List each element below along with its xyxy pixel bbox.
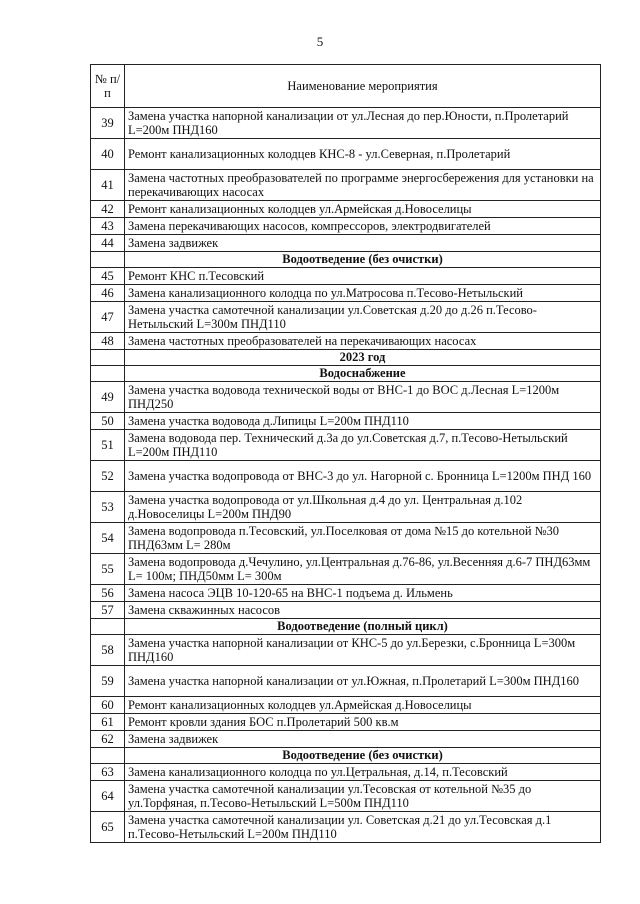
row-number: 40 [91,139,125,170]
section-row [91,350,601,366]
row-number: 61 [91,714,125,731]
table-row [91,602,601,619]
measure-name: Замена участка напорной канализации от КНС-5 до ул.Березки, с.Бронница L=300м ПНД160 [125,635,601,666]
measure-name: Замена участка водопровода от ВНС-3 до ул. Нагорной с. Бронница L=1200м ПНД 160 [125,461,601,492]
table-header-row [91,65,601,108]
table-row [91,523,601,554]
row-number: 62 [91,731,125,748]
measure-name: Замена участка водопровода от ул.Школьная д.4 до ул. Центральная д.102 д.Новоселицы L=200м ПНД90 [125,492,601,523]
row-number: 44 [91,235,125,252]
table-body [91,108,601,843]
table-row [91,635,601,666]
row-number: 49 [91,382,125,413]
row-number: 43 [91,218,125,235]
table-row [91,492,601,523]
table-row [91,235,601,252]
table-row [91,218,601,235]
row-number: 52 [91,461,125,492]
row-number: 58 [91,635,125,666]
measure-name: Замена частотных преобразователей на перекачивающих насосах [125,333,601,350]
row-number: 60 [91,697,125,714]
table-row [91,697,601,714]
section-title: Водоотведение (полный цикл) [125,619,601,635]
measure-name: Замена канализационного колодца по ул.Матросова п.Тесово-Нетыльский [125,285,601,302]
table-row [91,170,601,201]
measure-name: Замена задвижек [125,731,601,748]
page-number: 5 [316,34,324,49]
table-row [91,585,601,602]
measure-name: Замена насоса ЭЦВ 10-120-65 на ВНС-1 подъема д. Ильмень [125,585,601,602]
section-title: Водоотведение (без очистки) [125,252,601,268]
measure-name: Замена участка водовода д.Липицы L=200м ПНД110 [125,413,601,430]
row-number [91,252,125,268]
row-number: 57 [91,602,125,619]
row-number: 41 [91,170,125,201]
table-row [91,461,601,492]
table-row [91,714,601,731]
table-row [91,781,601,812]
row-number: 47 [91,302,125,333]
table-row [91,333,601,350]
measures-table [90,64,601,843]
measure-name: Замена участка водовода технической воды от ВНС-1 до ВОС д.Лесная L=1200м ПНД250 [125,382,601,413]
measure-name: Замена участка самотечной канализации ул. Советская д.21 до ул.Тесовская д.1 п.Тесово-Нетыльский L=200м ПНД110 [125,812,601,843]
row-number: 45 [91,268,125,285]
row-number: 55 [91,554,125,585]
measure-name: Замена участка самотечной канализации ул.Советская д.20 до д.26 п.Тесово-Нетыльский L=300м ПНД110 [125,302,601,333]
row-number: 53 [91,492,125,523]
row-number [91,619,125,635]
section-row [91,366,601,382]
measure-name: Ремонт канализационных колодцев ул.Армейская д.Новоселицы [125,697,601,714]
row-number: 50 [91,413,125,430]
measure-name: Замена участка самотечной канализации ул.Тесовская от котельной №35 до ул.Торфяная, п.Тесово-Нетыльский L=500м ПНД110 [125,781,601,812]
measure-name: Замена частотных преобразователей по программе энергосбережения для установки на перекачивающих насосах [125,170,601,201]
row-number: 56 [91,585,125,602]
section-row [91,748,601,764]
row-number: 48 [91,333,125,350]
measure-name: Замена участка напорной канализации от ул.Лесная до пер.Юности, п.Пролетарий L=200м ПНД160 [125,108,601,139]
table-row [91,108,601,139]
section-row [91,252,601,268]
table-row [91,139,601,170]
table-row [91,554,601,585]
row-number: 39 [91,108,125,139]
table-row [91,268,601,285]
row-number [91,366,125,382]
row-number: 65 [91,812,125,843]
measure-name: Ремонт канализационных колодцев КНС-8 - ул.Северная, п.Пролетарий [125,139,601,170]
row-number: 51 [91,430,125,461]
section-title: 2023 год [125,350,601,366]
measure-name: Замена водопровода д.Чечулино, ул.Центральная д.76-86, ул.Весенняя д.6-7 ПНД63мм L= 100м; ПНД50мм L= 300м [125,554,601,585]
section-title: Водоотведение (без очистки) [125,748,601,764]
measure-name: Замена участка напорной канализации от ул.Южная, п.Пролетарий L=300м ПНД160 [125,666,601,697]
header-number: № п/п [91,65,125,108]
table-row [91,430,601,461]
measure-name: Замена перекачивающих насосов, компрессоров, электродвигателей [125,218,601,235]
table-row [91,201,601,218]
row-number: 54 [91,523,125,554]
measure-name: Ремонт КНС п.Тесовский [125,268,601,285]
header-measure-name: Наименование мероприятия [125,65,601,108]
row-number: 42 [91,201,125,218]
table-row [91,666,601,697]
table-row [91,302,601,333]
measure-name: Ремонт кровли здания БОС п.Пролетарий 500 кв.м [125,714,601,731]
measure-name: Замена водопровода п.Тесовский, ул.Поселковая от дома №15 до котельной №30 ПНД63мм L= 280м [125,523,601,554]
table-row [91,764,601,781]
table-row [91,812,601,843]
section-row [91,619,601,635]
row-number: 64 [91,781,125,812]
table-row [91,731,601,748]
table-row [91,285,601,302]
measure-name: Замена водовода пер. Технический д.3а до ул.Советская д.7, п.Тесово-Нетыльский L=200м ПНД110 [125,430,601,461]
measure-name: Ремонт канализационных колодцев ул.Армейская д.Новоселицы [125,201,601,218]
section-title: Водоснабжение [125,366,601,382]
measure-name: Замена задвижек [125,235,601,252]
table-row [91,382,601,413]
measure-name: Замена скважинных насосов [125,602,601,619]
row-number [91,748,125,764]
table-row [91,413,601,430]
row-number: 63 [91,764,125,781]
measure-name: Замена канализационного колодца по ул.Цетральная, д.14, п.Тесовский [125,764,601,781]
row-number: 46 [91,285,125,302]
row-number: 59 [91,666,125,697]
row-number [91,350,125,366]
